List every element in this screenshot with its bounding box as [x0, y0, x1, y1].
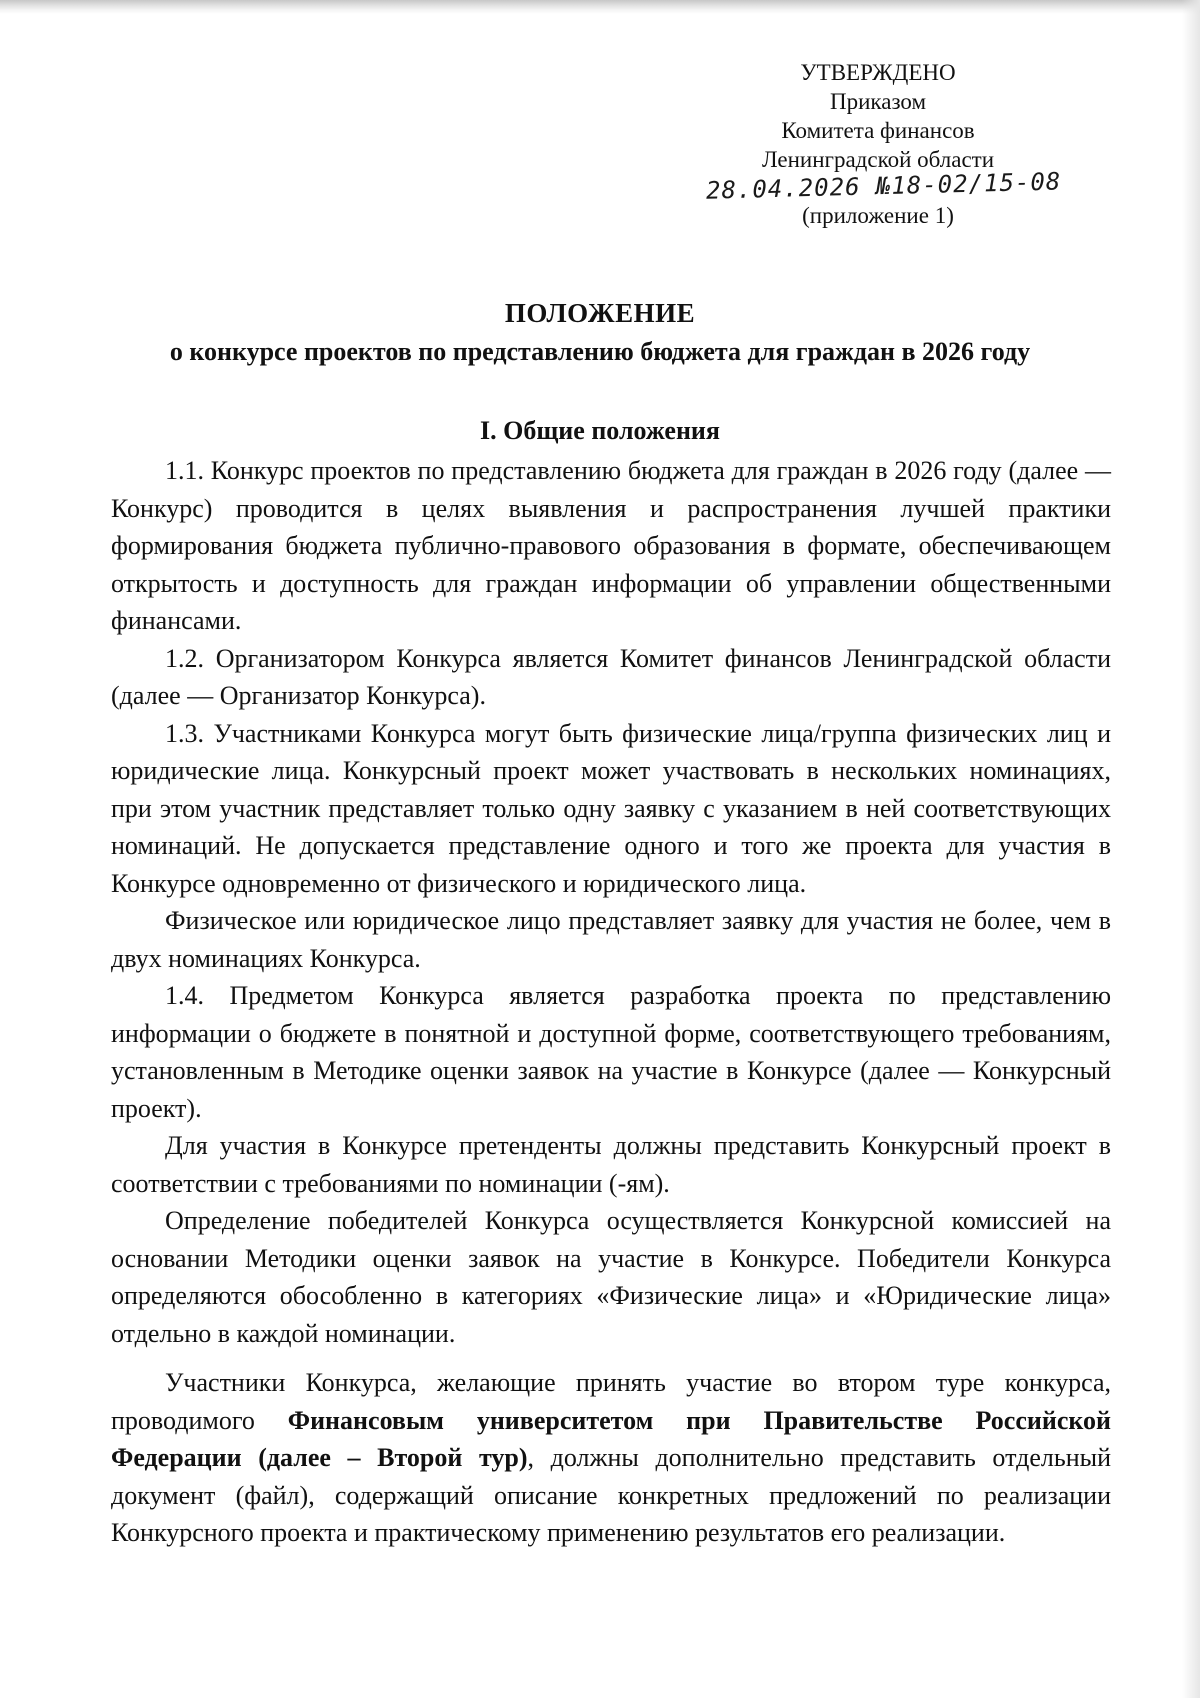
approval-line-region: Ленинградской области: [761, 147, 995, 172]
paragraph-1-4-a: Для участия в Конкурсе претенденты должны представить Конкурсный проект в соответствии с требованиями по номинации (-ям).: [111, 1131, 1111, 1198]
paragraph-1-4-b: Определение победителей Конкурса осуществляется Конкурсной комиссией на основании Методики оценки заявок на участие в Конкурсе. Победители Конкурса определяются обособленно в категориях «Физические лица» и «Юридические лица» отдельно в каждой номинации.: [111, 1206, 1111, 1348]
paragraph-1-2: 1.2. Организатором Конкурса является Комитет финансов Ленинградской области (далее — Организатор Конкурса).: [111, 643, 1111, 710]
document-title: ПОЛОЖЕНИЕ: [504, 298, 696, 328]
paragraph-1-4-c-start: Участники Конкурса, желающие принять участие во втором туре конкурса, проводимого: [111, 1368, 1111, 1435]
paragraph-1-4-c: [111, 1364, 1111, 1552]
approval-line-approved: УТВЕРЖДЕНО: [800, 60, 956, 85]
paragraph-1-4: 1.4. Предметом Конкурса является разработка проекта по представлению информации о бюджете в понятной и доступной форме, соответствующего требованиям, установленным в Методике оценки заявок на участие в Конкурсе (далее — Конкурсный проект).: [111, 981, 1111, 1123]
handwritten-order-reference: 28.04.2026 №18-02/15-08: [705, 167, 1062, 205]
paragraph-1-3-note: Физическое или юридическое лицо представляет заявку для участия не более, чем в двух номинациях Конкурса.: [111, 906, 1111, 973]
section-body: [111, 452, 1111, 1552]
approval-line-order: Приказом: [829, 89, 927, 114]
document-subtitle: о конкурсе проектов по представлению бюджета для граждан в 2026 году: [169, 337, 1031, 366]
paragraph-1-4-c-bold: Финансовым университетом при Правительстве Российской Федерации (далее – Второй тур): [111, 1405, 1111, 1472]
paragraph-1-3: 1.3. Участниками Конкурса могут быть физические лица/группа физических лиц и юридические лица. Конкурсный проект может участвовать в нескольких номинациях, при этом участник представляет только одну заявку с указанием в ней соответствующих номинаций. Не допускается представление одного и того же проекта для участия в Конкурсе одновременно от физического и юридического лица.: [111, 718, 1111, 898]
approval-stamp-block: [738, 58, 1018, 174]
section-heading: I. Общие положения: [480, 416, 720, 445]
approval-line-committee: Комитета финансов: [781, 118, 975, 143]
paragraph-1-4-c-end: , должны дополнительно представить отдельный документ (файл), содержащий описание конкретных предложений по реализации Конкурсного проекта и практическому применению результатов его реализации.: [111, 1443, 1111, 1547]
scan-edge-artifact: [0, 0, 1200, 14]
appendix-note: (приложение 1): [802, 203, 954, 228]
scan-shadow-artifact: [1182, 0, 1200, 1698]
paragraph-1-1: 1.1. Конкурс проектов по представлению бюджета для граждан в 2026 году (далее — Конкурс) проводится в целях выявления и распространения лучшей практики формирования бюджета публично-правового образования в формате, обеспечивающем открытость и доступность для граждан информации об управлении общественными финансами.: [111, 456, 1111, 635]
